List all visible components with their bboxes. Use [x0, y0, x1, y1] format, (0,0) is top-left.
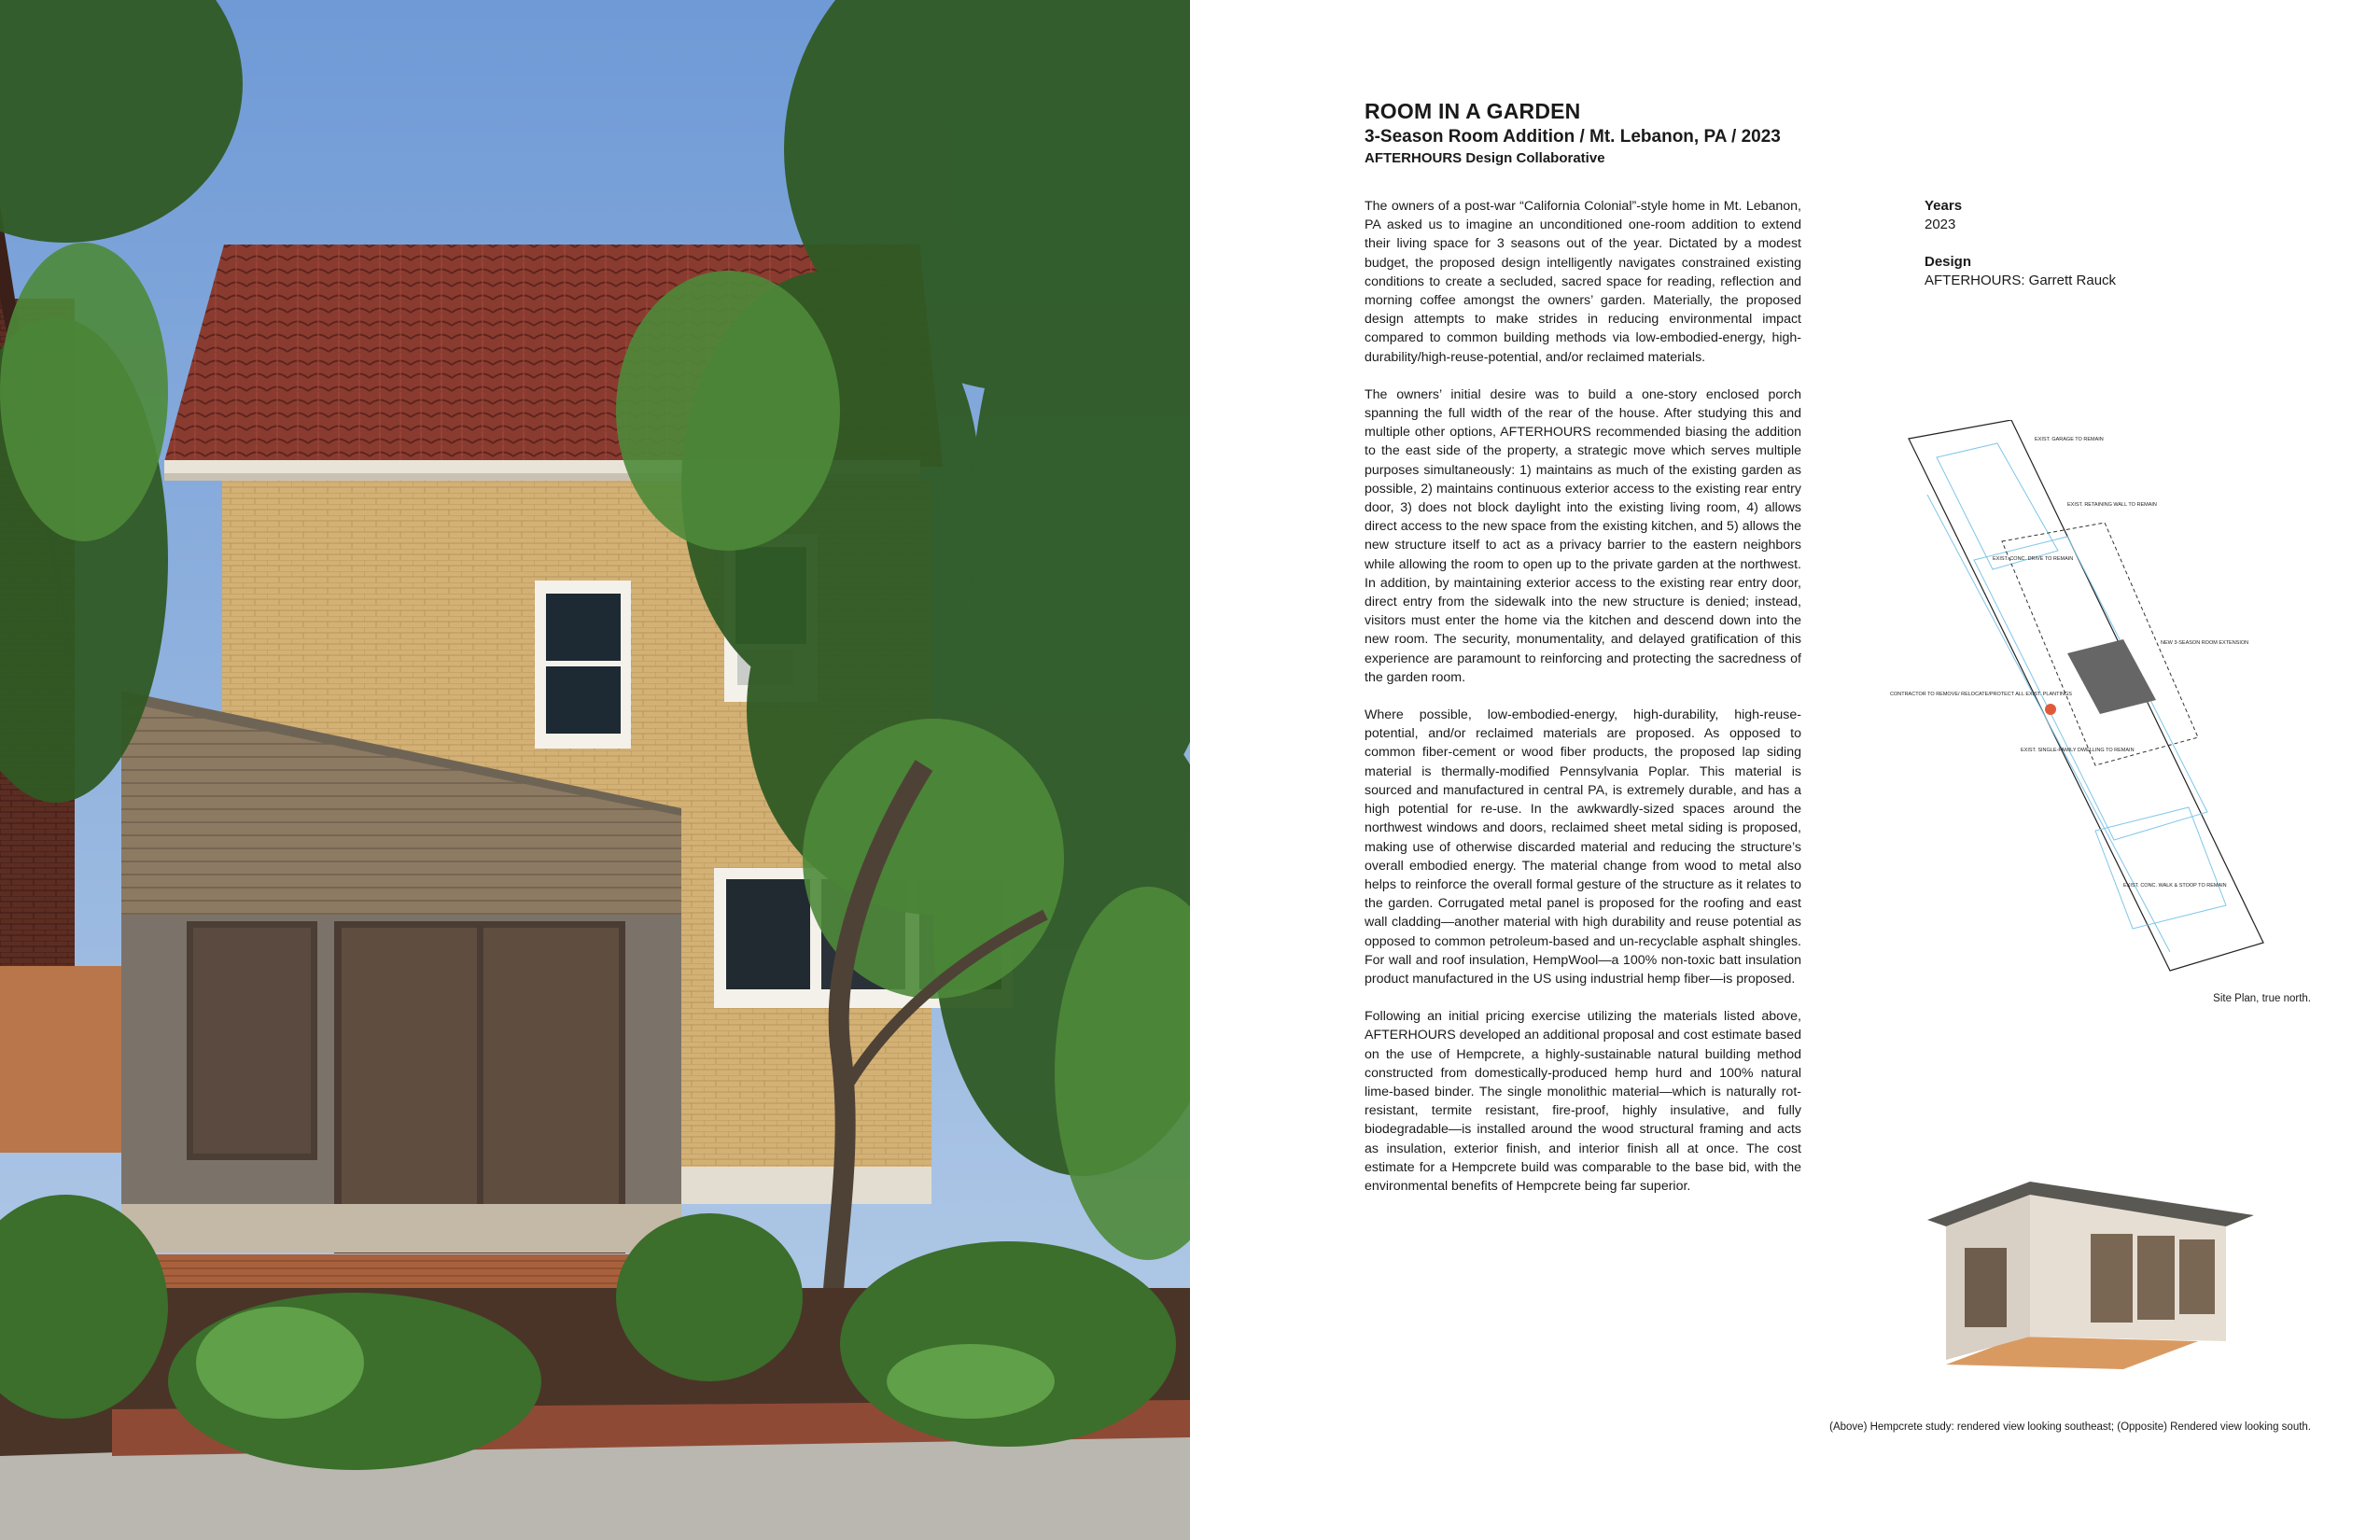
- project-meta: [1925, 197, 2205, 309]
- description-paragraph: The owners’ initial desire was to build a one-story enclosed porch spanning the full width of the rear of the house. After studying this and multiple other options, AFTERHOURS recommended biasing the addition to the east side of the property, a strategic move which serves multiple purposes simultaneously: 1) maintains as much of the existing garden as possible, 2) maintains continuous exterior access to the existing rear entry door, 3) does not block daylight into the existing living room, 4) allows direct access to the new space from the existing kitchen, and 5) allows the new structure itself to act as a privacy barrier to the eastern neighbors while allowing the room to open up to the private garden at the northwest. In addition, by maintaining exterior access to the existing rear entry door, direct entry from the sidewalk into the new structure is denied; instead, visitors must enter the home via the kitchen and descend down into the new room. The security, monumentality, and delayed gratification of this experience are paramount to reinforcing and protecting the sacredness of the garden room.: [1365, 386, 1801, 685]
- design-value: AFTERHOURS: Garrett Rauck: [1925, 273, 2117, 288]
- hempcrete-render: [1890, 1169, 2273, 1383]
- project-description: [1365, 197, 1801, 1214]
- site-plan-drawing: [1890, 420, 2282, 999]
- project-title: ROOM IN A GARDEN: [1365, 99, 1581, 123]
- site-plan-caption: Site Plan, true north.: [2213, 993, 2311, 1004]
- site-note: EXIST. SINGLE-FAMILY DWELLING TO REMAIN: [2021, 748, 2135, 753]
- site-note: EXIST. CONC. DRIVE TO REMAIN: [1993, 556, 2074, 562]
- site-note: NEW 3-SEASON ROOM EXTENSION: [2161, 640, 2249, 646]
- description-paragraph: Where possible, low-embodied-energy, high-durability, high-reuse-potential, and/or reclaimed materials are proposed. As opposed to common fiber-cement or wood fiber products, the proposed lap siding material is thermally-modified Pennsylvania Poplar. This material is sourced and manufactured in central PA, is extremely durable, and has a high potential for re-use. In the awkwardly-sized spaces around the northwest windows and doors, reclaimed sheet metal siding is proposed, making use of otherwise discarded material and reducing the structure’s overall embodied energy. The material change from wood to metal also helps to reinforce the overall formal gesture of the structure as it relates to the garden. Corrugated metal panel is proposed for the roofing and east wall cladding—another material with high durability and reuse potential as opposed to common petroleum-based and un-recyclable asphalt shingles. For wall and roof insulation, HempWool—a 100% non-toxic batt insulation product manufactured in the US using industrial hemp fiber—is proposed.: [1365, 707, 1801, 987]
- project-studio: AFTERHOURS Design Collaborative: [1365, 150, 1605, 166]
- years-label: Years: [1925, 198, 1963, 214]
- render-caption: (Above) Hempcrete study: rendered view looking southeast; (Opposite) Rendered view looking south.: [1829, 1421, 2311, 1433]
- project-page: [1190, 0, 2380, 1540]
- years-value: 2023: [1925, 217, 1956, 232]
- description-paragraph: Following an initial pricing exercise utilizing the materials listed above, AFTERHOURS developed an additional proposal and cost estimate based on the use of Hempcrete, a highly-sustainable natural building method constructed from domestically-produced hemp hurd and 100% natural lime-based binder. The single monolithic material—which is naturally rot-resistant, termite resistant, fire-proof, highly insulative, and fully biodegradable—is installed around the wood structural framing and acts as insulation, exterior finish, and interior finish all at once. The cost estimate for a Hempcrete build was comparable to the base bid, with the environmental benefits of Hempcrete being far superior.: [1365, 1009, 1801, 1194]
- site-note: EXIST. CONC. WALK & STOOP TO REMAIN: [2123, 883, 2227, 889]
- site-note: EXIST. RETAINING WALL TO REMAIN: [2067, 502, 2157, 508]
- site-note: CONTRACTOR TO REMOVE/ RELOCATE/PROTECT ALL EXIST. PLANTINGS: [1890, 692, 2072, 697]
- description-paragraph: The owners of a post-war “California Colonial”-style home in Mt. Lebanon, PA asked us to imagine an unconditioned one-room addition to extend their living space for 3 seasons out of the year. Dictated by a modest budget, the proposed design intelligently navigates constrained existing conditions to create a secluded, sacred space for reading, reflection and morning coffee amongst the owners’ garden. Materially, the proposed design attempts to make strides in reducing environmental impact compared to common building methods via low-embodied-energy, high-durability/high-reuse-potential, and/or reclaimed materials.: [1365, 199, 1801, 365]
- project-subtitle: 3-Season Room Addition / Mt. Lebanon, PA / 2023: [1365, 127, 1781, 147]
- site-note: EXIST. GARAGE TO REMAIN: [2035, 437, 2104, 442]
- design-label: Design: [1925, 254, 1972, 270]
